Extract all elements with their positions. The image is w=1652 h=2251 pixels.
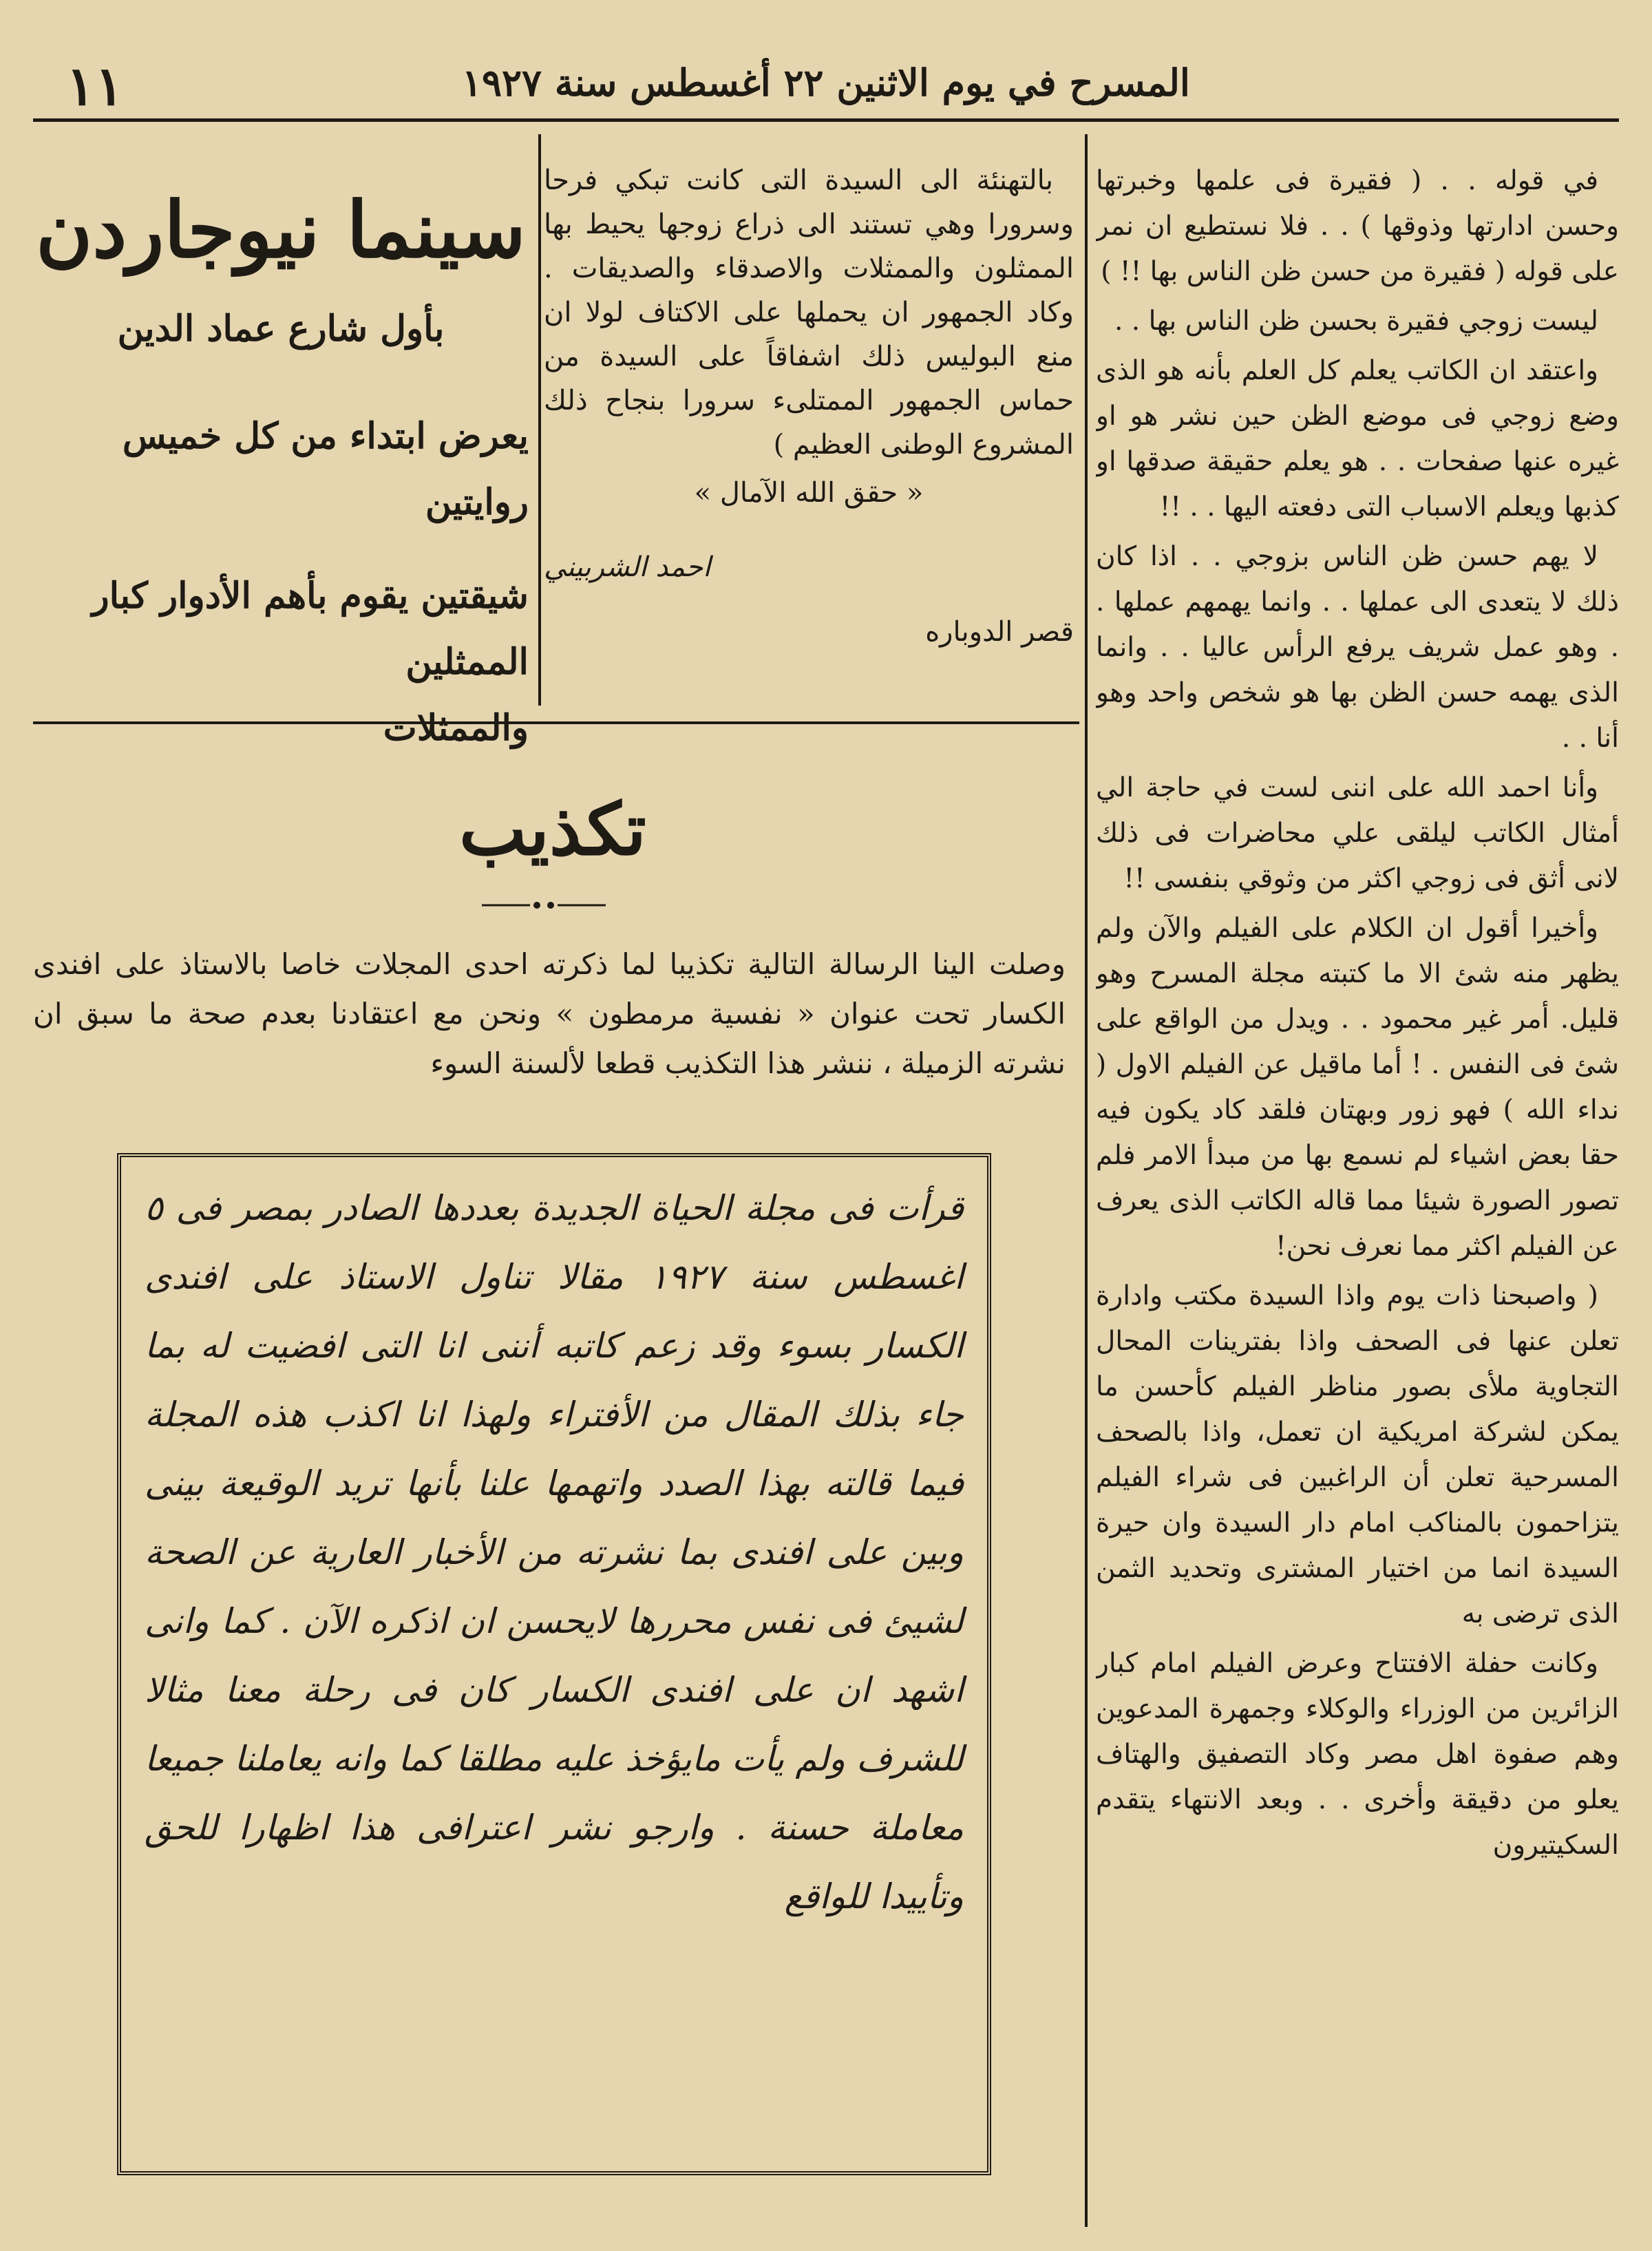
right-paragraph: ( واصبحنا ذات يوم واذا السيدة مكتب وادارة تعلن عنها فى الصحف واذا بفترينات المحال التجاوية ملأى بصور مناظر الفيلم كأحسن ما يمكن لشركة امريكية ان تعمل، واذا بالصحف المسرحية تعلن أن الراغبين فى شراء الفيلم يتزاحمون بالمناكب امام دار السيدة وان حيرة السيدة انما من اختيار المشترى وتحديد الثمن الذى ترضى به [1096,1280,1619,1629]
right-paragraph: وأخيرا أقول ان الكلام على الفيلم والآن ولم يظهر منه شئ الا ما كتبته مجلة المسرح وهو قليل. أمر غير محمود . . ويدل من الواقع على شئ فى النفس . ! أما ماقيل عن الفيلم الاول ( نداء الله ) فهو زور وبهتان فلقد كاد يكون فيه حقا بعض اشياء لم نسمع بها من مبدأ الامر فلم تصور الصورة شيئا مما قاله الكاتب الذى يعرف عن الفيلم اكثر مما نعرف نحن! [1096,913,1619,1262]
article-intro: وصلت الينا الرسالة التالية تكذيبا لما ذكرته احدى المجلات خاصا بالاستاذ على افندى الكسار تحت عنوان « نفسية مرمطون » ونحن مع اعتقادنا بعدم صحة ما سبق ان نشرته الزميلة ، ننشر هذا التكذيب قطعا لألسنة السوء [33,947,1066,1080]
running-head: المسرح في يوم الاثنين ٢٢ أغسطس سنة ١٩٢٧ [462,61,1190,105]
advert-address: بأول شارع عماد الدين [117,308,445,350]
right-paragraph: لا يهم حسن ظن الناس بزوجي . . اذا كان ذلك لا يتعدى الى عملها . . وانما يهمهم عملها . . وهو عمل شريف يرفع الرأس عاليا . . وانما الذى يهمه حسن الظن بها هو شخص واحد وهو أنا . . [1096,541,1619,754]
closing-wish: « حقق الله الآمال » [694,477,924,509]
advert-line: يعرض ابتداء من كل خميس روايتين [122,415,529,523]
page-number: ١١ [66,55,124,118]
advert-title: سينما نيوجاردن [36,185,526,275]
right-paragraph: واعتقد ان الكاتب يعلم كل العلم بأنه هو الذى وضع زوجي فى موضع الظن حين نشر هو او غيره عنها صفحات . . هو يعلم حقيقة صدقها او كذبها ويعلم الاسباب التى دفعته اليها . . !! [1096,355,1619,522]
right-paragraph: وكانت حفلة الافتتاح وعرض الفيلم امام كبار الزائرين من الوزراء والوكلاء وجمهرة المدعوين وهم صفوة اهل مصر وكاد التصفيق والهتاف يعلو من دقيقة وأخرى . . وبعد الانتهاء يتقدم السكيتيرون [1096,1648,1619,1861]
middle-text: بالتهنئة الى السيدة التى كانت تبكي فرحا وسرورا وهي تستند الى ذراع زوجها يحيط بها الممثلون والممثلات والاصدقاء والصديقات . وكاد الجمهور ان يحملها على الاكتاف لولا ان منع البوليس ذلك اشفاقاً على السيدة من حماس الجمهور الممتلىء سرورا بنجاح ذلك المشروع الوطنى العظيم ) [544,165,1074,461]
letter-text: قرأت فى مجلة الحياة الجديدة بعددها الصادر بمصر فى ٥ اغسطس سنة ١٩٢٧ مقالا تناول الاستاذ على افندى الكسار بسوء وقد زعم كاتبه أننى انا التى افضيت له بما جاء بذلك المقال من الأفتراء ولهذا انا اكذب هذه المجلة فيما قالته بهذا الصدد واتهمها علنا بأنها تريد الوقيعة بينى وبين على افندى بما نشرته من الأخبار العارية عن الصحة لشيئ فى نفس محررها لايحسن ان اذكره الآن . كما وانى اشهد ان على افندى الكسار كان فى رحلة معنا مثالا للشرف ولم يأت مايؤخذ عليه مطلقا كما وانه يعاملنا جميعا معاملة حسنة . وارجو نشر اعترافى هذا اظهارا للحق وتأييدا للواقع [145,1188,964,1916]
advert-line: شيقتين يقوم بأهم الأدوار كبار الممثلين [92,575,529,683]
column-divider-right [1085,134,1088,2227]
right-paragraph: في قوله . . ( فقيرة فى علمها وخبرتها وحسن ادارتها وذوقها ) . . فلا نستطيع ان نمر على قوله ( فقيرة من حسن ظن الناس بها !! ) [1096,165,1619,287]
header-rule [33,118,1619,122]
right-paragraph: وأنا احمد الله على اننى لست في حاجة الي أمثال الكاتب ليلقى علي محاضرات فى ذلك لانى أثق فى زوجي اكثر من وثوقي بنفسى !! [1096,772,1619,894]
column-divider-mid [538,134,541,706]
handwritten-letter [145,1174,964,2151]
middle-column [544,158,1074,709]
right-paragraph: ليست زوجي فقيرة بحسن ظن الناس بها . . [1114,306,1598,337]
article-title: تكذيب [458,787,647,871]
cinema-advert [33,165,529,749]
right-column [1096,158,1619,2217]
advert-line: والممثلات [383,707,529,749]
location: قصر الدوباره [925,616,1074,648]
signature: احمد الشربيني [544,551,711,583]
ornament-divider [482,898,606,912]
